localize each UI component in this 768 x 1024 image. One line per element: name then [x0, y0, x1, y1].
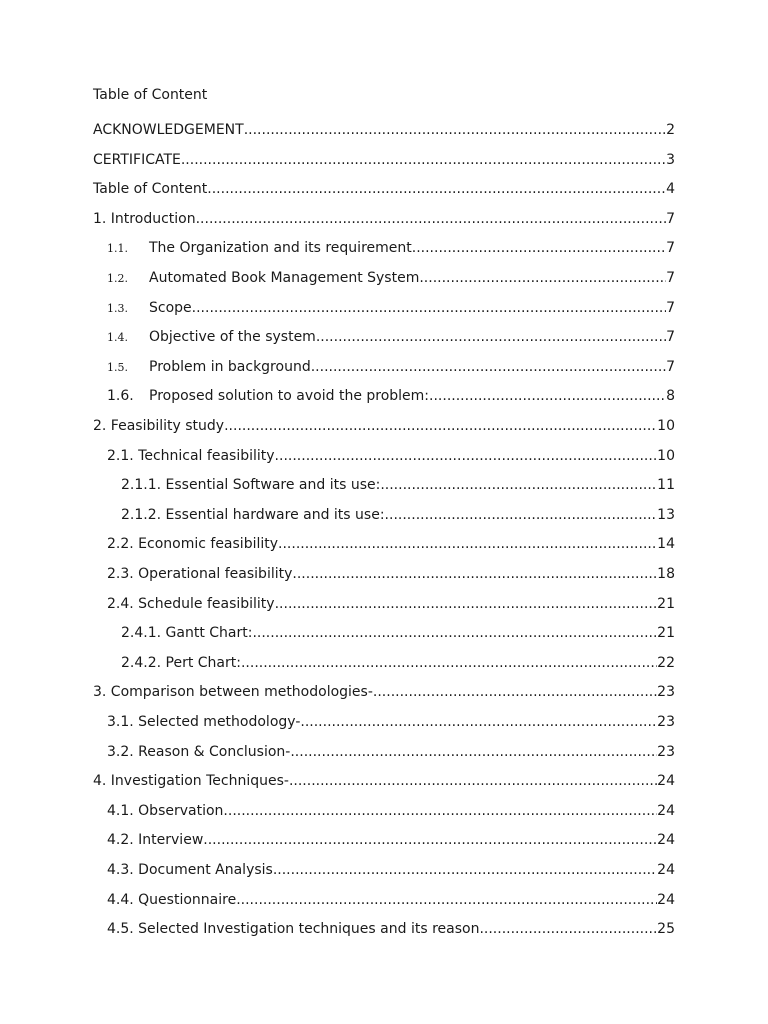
toc-entry-number: 1.1. [107, 242, 128, 255]
toc-entry[interactable] [121, 654, 675, 672]
toc-page-number: 7 [666, 300, 675, 316]
toc-entry[interactable] [107, 713, 675, 731]
page-title: Table of Content [93, 87, 208, 103]
dot-leader [419, 269, 666, 287]
toc-entry[interactable] [121, 624, 675, 642]
toc-page-number: 21 [657, 625, 675, 641]
toc-entry-title: Table of Content [93, 181, 208, 197]
toc-entry[interactable] [107, 328, 675, 346]
toc-entry-title: Proposed solution to avoid the problem: [149, 388, 430, 404]
dot-leader [192, 299, 666, 317]
dot-leader [207, 180, 666, 198]
toc-entry-title: 2.1.1. Essential Software and its use: [121, 477, 381, 493]
toc-page-number: 24 [657, 892, 675, 908]
toc-page-number: 8 [666, 388, 675, 404]
toc-page-number: 7 [666, 240, 675, 256]
toc-entry-title: 2.3. Operational feasibility [107, 566, 293, 582]
toc-entry-title: The Organization and its requirement [149, 240, 412, 256]
dot-leader [252, 624, 657, 642]
toc-entry-title: 3. Comparison between methodologies- [93, 684, 373, 700]
dot-leader [181, 151, 666, 169]
toc-entry-number: 1.4. [107, 331, 128, 344]
dot-leader [278, 535, 657, 553]
toc-page-number: 25 [657, 921, 675, 937]
toc-entry[interactable] [107, 565, 675, 583]
toc-entry[interactable] [121, 476, 675, 494]
toc-entry[interactable] [107, 861, 675, 879]
toc-entry-title: 1. Introduction [93, 211, 196, 227]
toc-page-number: 7 [666, 359, 675, 375]
toc-entry-title: 3.1. Selected methodology- [107, 714, 301, 730]
dot-leader [316, 328, 666, 346]
dot-leader [479, 920, 657, 938]
dot-leader [429, 387, 666, 405]
dot-leader [311, 358, 666, 376]
dot-leader [236, 891, 657, 909]
toc-page-number: 3 [666, 152, 675, 168]
toc-entry-title: 3.2. Reason & Conclusion- [107, 744, 291, 760]
toc-entry[interactable] [107, 535, 675, 553]
toc-entry[interactable] [107, 299, 675, 317]
dot-leader [275, 447, 658, 465]
toc-entry-title: 4.2. Interview [107, 832, 204, 848]
dot-leader [373, 683, 657, 701]
toc-entry-number: 1.3. [107, 302, 128, 315]
toc-entry-number: 1.2. [107, 272, 128, 285]
dot-leader [244, 121, 666, 139]
toc-entry-title: 2.4.1. Gantt Chart: [121, 625, 253, 641]
toc-page-number: 24 [657, 773, 675, 789]
toc-entry-number: 1.5. [107, 361, 128, 374]
dot-leader [292, 565, 657, 583]
dot-leader [275, 595, 658, 613]
toc-page-number: 7 [666, 270, 675, 286]
dot-leader [290, 743, 657, 761]
toc-page-number: 23 [657, 684, 675, 700]
toc-page-number: 14 [657, 536, 675, 552]
toc-entry[interactable] [107, 358, 675, 376]
toc-entry[interactable] [107, 595, 675, 613]
toc-entry-title: Scope [149, 300, 192, 316]
toc-entry-title: ACKNOWLEDGEMENT [93, 122, 244, 138]
dot-leader [300, 713, 657, 731]
toc-entry[interactable] [107, 891, 675, 909]
toc-page-number: 7 [666, 329, 675, 345]
dot-leader [273, 861, 657, 879]
toc-entry[interactable] [107, 447, 675, 465]
toc-entry[interactable] [121, 506, 675, 524]
toc-entry[interactable] [107, 239, 675, 257]
toc-entry-title: 4. Investigation Techniques- [93, 773, 289, 789]
toc-entry[interactable] [107, 802, 675, 820]
toc-entry-title: 2.2. Economic feasibility [107, 536, 279, 552]
toc-entry-title: 4.5. Selected Investigation techniques and its reason [107, 921, 480, 937]
dot-leader [223, 802, 657, 820]
toc-entry-title: Problem in background [149, 359, 311, 375]
toc-page-number: 13 [657, 507, 675, 523]
toc-entry[interactable] [93, 683, 675, 701]
toc-entry-title: 2.4.2. Pert Chart: [121, 655, 241, 671]
toc-page-number: 24 [657, 832, 675, 848]
toc-entry[interactable] [107, 743, 675, 761]
toc-page-number: 7 [666, 211, 675, 227]
toc-entry[interactable] [107, 920, 675, 938]
toc-entry-title: 2.1.2. Essential hardware and its use: [121, 507, 385, 523]
toc-entry[interactable] [93, 210, 675, 228]
toc-page-number: 23 [657, 744, 675, 760]
toc-entry-title: CERTIFICATE [93, 152, 181, 168]
toc-entry-title: Automated Book Management System [149, 270, 420, 286]
toc-page-number: 18 [657, 566, 675, 582]
toc-entry-title: 4.4. Questionnaire [107, 892, 237, 908]
toc-entry-title: 2.4. Schedule feasibility [107, 596, 275, 612]
toc-entry-title: 4.3. Document Analysis [107, 862, 273, 878]
toc-entry[interactable] [107, 269, 675, 287]
toc-page-number: 11 [657, 477, 675, 493]
dot-leader [196, 210, 666, 228]
toc-entry-title: Objective of the system [149, 329, 316, 345]
toc-page-number: 10 [657, 418, 675, 434]
toc-entry-title: 2. Feasibility study [93, 418, 225, 434]
dot-leader [385, 506, 658, 524]
toc-entry[interactable] [93, 180, 675, 198]
toc-entry[interactable] [93, 772, 675, 790]
toc-page-number: 10 [657, 448, 675, 464]
toc-page-number: 24 [657, 862, 675, 878]
toc-entry[interactable] [107, 387, 675, 405]
toc-page-number: 21 [657, 596, 675, 612]
dot-leader [203, 831, 657, 849]
toc-page-number: 4 [666, 181, 675, 197]
dot-leader [241, 654, 657, 672]
dot-leader [289, 772, 657, 790]
dot-leader [224, 417, 657, 435]
toc-entry[interactable] [93, 151, 675, 169]
toc-entry-title: 2.1. Technical feasibility [107, 448, 275, 464]
dot-leader [412, 239, 666, 257]
toc-page-number: 2 [666, 122, 675, 138]
dot-leader [380, 476, 657, 494]
toc-entry-number: 1.6. [107, 388, 134, 404]
toc-entry[interactable] [93, 417, 675, 435]
toc-entry[interactable] [107, 831, 675, 849]
toc-entry-title: 4.1. Observation [107, 803, 224, 819]
toc-page-number: 22 [657, 655, 675, 671]
toc-entry[interactable] [93, 121, 675, 139]
toc-page-number: 24 [657, 803, 675, 819]
toc-page-number: 23 [657, 714, 675, 730]
